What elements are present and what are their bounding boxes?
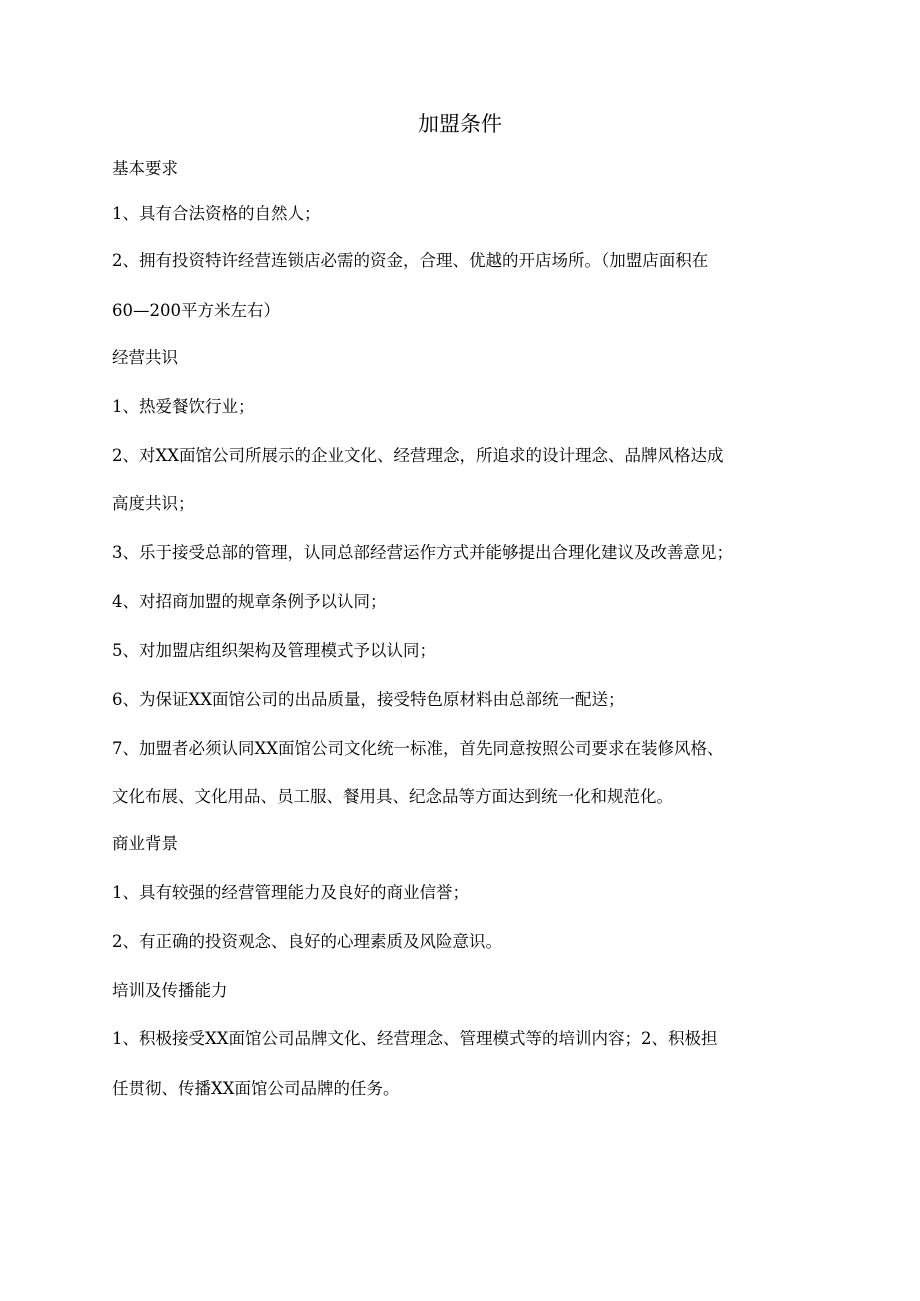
paragraph-line: 1、具有较强的经营管理能力及良好的商业信誉； xyxy=(112,883,469,902)
paragraph-line: 文化布展、文化用品、员工服、餐用具、纪念品等方面达到统一化和规范化。 xyxy=(112,787,673,806)
section-heading-business-background: 商业背景 xyxy=(112,834,178,853)
paragraph-line: 1、热爱餐饮行业； xyxy=(112,397,255,416)
paragraph-line: 5、对加盟店组织架构及管理模式予以认同； xyxy=(112,641,436,660)
section-heading-basic-requirements: 基本要求 xyxy=(112,159,178,178)
paragraph-line: 1、具有合法资格的自然人； xyxy=(112,204,321,223)
page-title: 加盟条件 xyxy=(418,112,502,136)
paragraph-line: 3、乐于接受总部的管理，认同总部经营运作方式并能够提出合理化建议及改善意见； xyxy=(112,543,733,562)
paragraph-line: 7、加盟者必须认同XX面馆公司文化统一标准，首先同意按照公司要求在装修风格、 xyxy=(112,739,724,758)
paragraph-line: 6、为保证XX面馆公司的出品质量，接受特色原材料由总部统一配送； xyxy=(112,690,625,709)
paragraph-line: 2、对XX面馆公司所展示的企业文化、经营理念，所追求的设计理念、品牌风格达成 xyxy=(112,446,724,465)
section-heading-training-ability: 培训及传播能力 xyxy=(112,981,228,1000)
paragraph-line: 4、对招商加盟的规章条例予以认同； xyxy=(112,592,387,611)
paragraph-line: 2、有正确的投资观念、良好的心理素质及风险意识。 xyxy=(112,932,502,951)
paragraph-line: 1、积极接受XX面馆公司品牌文化、经营理念、管理模式等的培训内容；2、积极担 xyxy=(112,1029,718,1048)
paragraph-line: 任贯彻、传播XX面馆公司品牌的任务。 xyxy=(112,1079,400,1098)
paragraph-line: 2、拥有投资特许经营连锁店必需的资金，合理、优越的开店场所。（加盟店面积在 xyxy=(112,251,709,270)
paragraph-line: 高度共识； xyxy=(112,494,195,513)
paragraph-line: 60—200平方米左右） xyxy=(112,301,280,320)
section-heading-business-consensus: 经营共识 xyxy=(112,348,178,367)
